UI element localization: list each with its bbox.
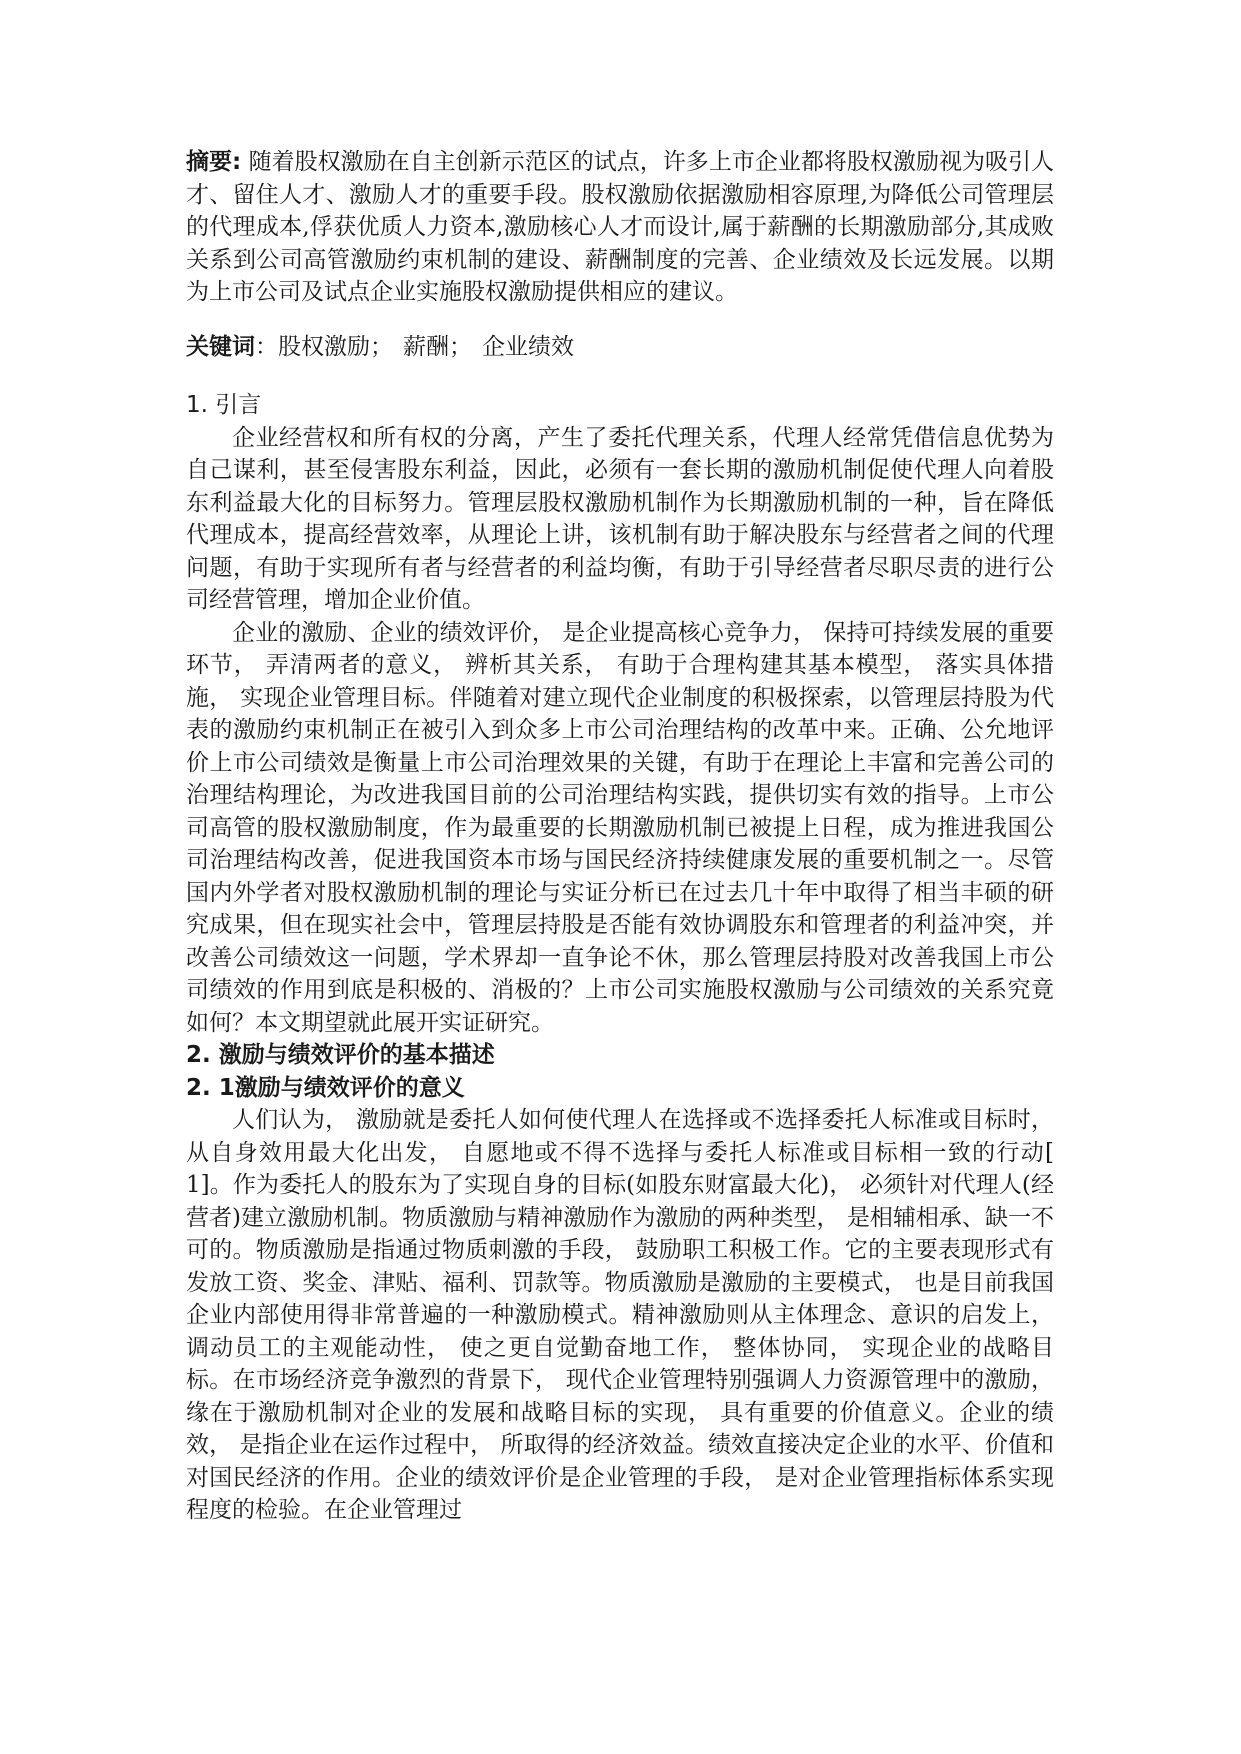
- keywords-colon: ：: [255, 333, 278, 360]
- section-2-heading: 2. 激励与绩效评价的基本描述: [186, 1042, 495, 1068]
- document-page: [186, 146, 1054, 1527]
- keywords: [186, 331, 1054, 364]
- keyword-item: 薪酬；: [403, 333, 472, 360]
- intro-paragraph-2: 企业的激励、企业的绩效评价， 是企业提高核心竞争力， 保持可持续发展的重要环节， 弄清两者的意义， 辨析其关系， 有助于合理构建其基本模型， 落实具体措施， 实现企业管理目标。伴随着对建立现代企业制度的积极探索，以管理层持股为代表的激励约束机制正在被引入到众多上市公司治理结构的改革中来。正确、公允地评价上市公司绩效是衡量上市公司治理效果的关键，有助于在理论上丰富和完善公司的治理结构理论，为改进我国目前的公司治理结构实践，提供切实有效的指导。上市公司高管的股权激励制度，作为最重要的长期激励机制已被提上日程，成为推进我国公司治理结构改善，促进我国资本市场与国民经济持续健康发展的重要机制之一。尽管国内外学者对股权激励机制的理论与实证分析已在过去几十年中取得了相当丰硕的研究成果，但在现实社会中，管理层持股是否能有效协调股东和管理者的利益冲突，并改善公司绩效这一问题，学术界却一直争论不休，那么管理层持股对改善我国上市公司绩效的作用到底是积极的、消极的？上市公司实施股权激励与公司绩效的关系究竟如何？本文期望就此展开实证研究。: [186, 619, 1054, 1036]
- section-2-1-paragraph: 人们认为， 激励就是委托人如何使代理人在选择或不选择委托人标准或目标时， 从自身效用最大化出发， 自愿地或不得不选择与委托人标准或目标相一致的行动[ 1]。作为委托人的股东为了实现自身的目标(如股东财富最大化)， 必须针对代理人(经营者)建立激励机制。物质激励与精神激励作为激励的两种类型， 是相辅相承、缺一不可的。物质激励是指通过物质刺激的手段， 鼓励职工积极工作。它的主要表现形式有发放工资、奖金、津贴、福利、罚款等。物质激励是激励的主要模式， 也是目前我国企业内部使用得非常普遍的一种激励模式。精神激励则从主体理念、意识的启发上， 调动员工的主观能动性， 使之更自觉勤奋地工作， 整体协同， 实现企业的战略目标。在市场经济竞争激烈的背景下， 现代企业管理特别强调人力资源管理中的激励， 缘在于激励机制对企业的发展和战略目标的实现， 具有重要的价值意义。企业的绩效， 是指企业在运作过程中， 所取得的经济效益。绩效直接决定企业的水平、价值和对国民经济的作用。企业的绩效评价是企业管理的手段， 是对企业管理指标体系实现程度的检验。在企业管理过: [186, 1107, 1054, 1523]
- intro-paragraph-1: 企业经营权和所有权的分离，产生了委托代理关系，代理人经常凭借信息优势为自己谋利，甚至侵害股东利益，因此，必须有一套长期的激励机制促使代理人向着股东利益最大化的目标努力。管理层股权激励机制作为长期激励机制的一种，旨在降低代理成本，提高经营效率，从理论上讲，该机制有助于解决股东与经营者之间的代理问题，有助于实现所有者与经营者的利益均衡，有助于引导经营者尽职尽责的进行公司经营管理，增加企业价值。: [186, 424, 1054, 613]
- abstract: [186, 146, 1054, 309]
- keywords-label: 关键词: [186, 333, 255, 360]
- section-2-1-heading: 2. 1激励与绩效评价的意义: [186, 1074, 465, 1101]
- keyword-item: 股权激励；: [278, 333, 393, 360]
- abstract-label: 摘要:: [186, 149, 242, 175]
- abstract-text: 随着股权激励在自主创新示范区的试点，许多上市企业都将股权激励视为吸引人才、留住人才、激励人才的重要手段。股权激励依据激励相容原理,为降低公司管理层的代理成本,俘获优质人力资本,激励核心人才而设计,属于薪酬的长期激励部分,其成败关系到公司高管激励约束机制的建设、薪酬制度的完善、企业绩效及长远发展。以期为上市公司及试点企业实施股权激励提供相应的建议。: [186, 149, 1055, 305]
- intro-heading: 1. 引言: [186, 392, 262, 418]
- keyword-item: 企业绩效: [482, 333, 574, 360]
